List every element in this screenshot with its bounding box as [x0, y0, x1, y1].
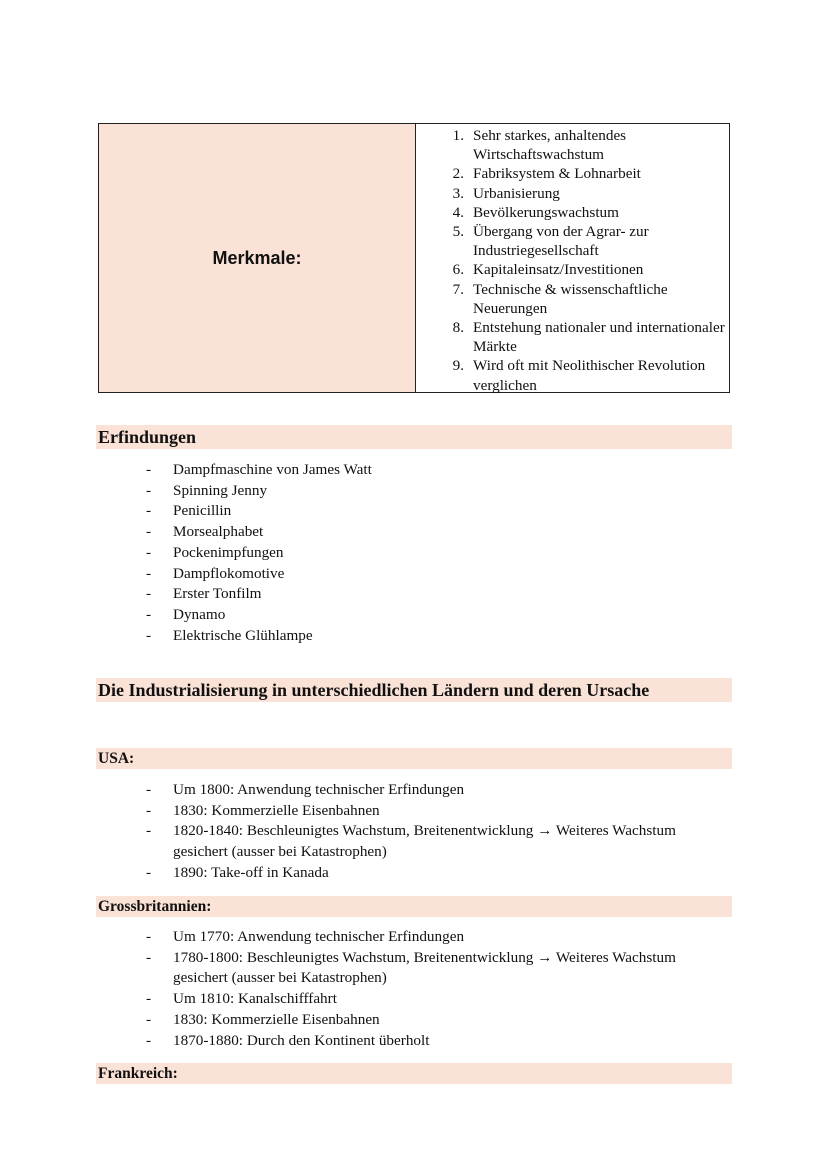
section-heading-erfindungen: Erfindungen [96, 425, 732, 449]
list-item: 3. Urbanisierung [452, 184, 560, 202]
list-item: 5. Übergang von der Agrar- zur Industriegesellschaft [452, 223, 649, 260]
list-item: 9. Wird oft mit Neolithischer Revolution verglichen [452, 357, 706, 394]
list-item: 7. Technische & wissenschaftliche Neuerungen [452, 280, 668, 317]
list-item: - 1830: Kommerzielle Eisenbahnen [146, 801, 380, 819]
list-item: 4. Bevölkerungswachstum [452, 203, 619, 221]
list-item: 1. Sehr starkes, anhaltendes Wirtschaftswachstum [452, 127, 627, 164]
list-item: - Dampflokomotive [146, 564, 285, 582]
list-item: - Um 1770: Anwendung technischer Erfindungen [146, 928, 465, 945]
merkmale-cell [416, 124, 729, 392]
list-item: - Penicillin [146, 502, 232, 520]
list-item: - 1780-1800: Beschleunigtes Wachstum, Breitenentwicklung → Weiteres Wachstum gesichert (ausser bei Katastrophen) [146, 948, 676, 987]
merkmale-label: Merkmale: [99, 124, 416, 392]
list-item: - Spinning Jenny [146, 481, 268, 499]
list-item: - 1820-1840: Beschleunigtes Wachstum, Breitenentwicklung → Weiteres Wachstum gesichert (ausser bei Katastrophen) [146, 822, 676, 861]
list-item: - Dynamo [146, 605, 226, 623]
list-item: - 1870-1880: Durch den Kontinent überholt [146, 1031, 430, 1049]
section-heading-industrialisierung: Die Industrialisierung in unterschiedlichen Ländern und deren Ursache [96, 678, 732, 702]
list-item: 2. Fabriksystem & Lohnarbeit [452, 165, 641, 183]
list-item: - Morsealphabet [146, 523, 264, 541]
merkmale-table [98, 123, 730, 393]
list-item: - 1890: Take-off in Kanada [146, 863, 329, 881]
subheading-usa: USA: [96, 748, 732, 769]
list-item: - Um 1810: Kanalschifffahrt [146, 990, 337, 1008]
list-item: - Dampfmaschine von James Watt [146, 461, 372, 478]
usa-list [146, 780, 706, 884]
grossbritannien-list [146, 927, 706, 1051]
erfindungen-list [146, 460, 706, 646]
list-item: 8. Entstehung nationaler und internationaler Märkte [452, 319, 725, 356]
list-item: 6. Kapitaleinsatz/Investitionen [452, 261, 644, 279]
subheading-grossbritannien: Grossbritannien: [96, 896, 732, 917]
list-item: - Elektrische Glühlampe [146, 626, 313, 644]
subheading-frankreich: Frankreich: [96, 1063, 732, 1084]
list-item: - Erster Tonfilm [146, 585, 262, 603]
list-item: - 1830: Kommerzielle Eisenbahnen [146, 1010, 380, 1028]
merkmale-list [416, 126, 729, 395]
list-item: - Um 1800: Anwendung technischer Erfindungen [146, 781, 465, 798]
list-item: - Pockenimpfungen [146, 543, 284, 561]
